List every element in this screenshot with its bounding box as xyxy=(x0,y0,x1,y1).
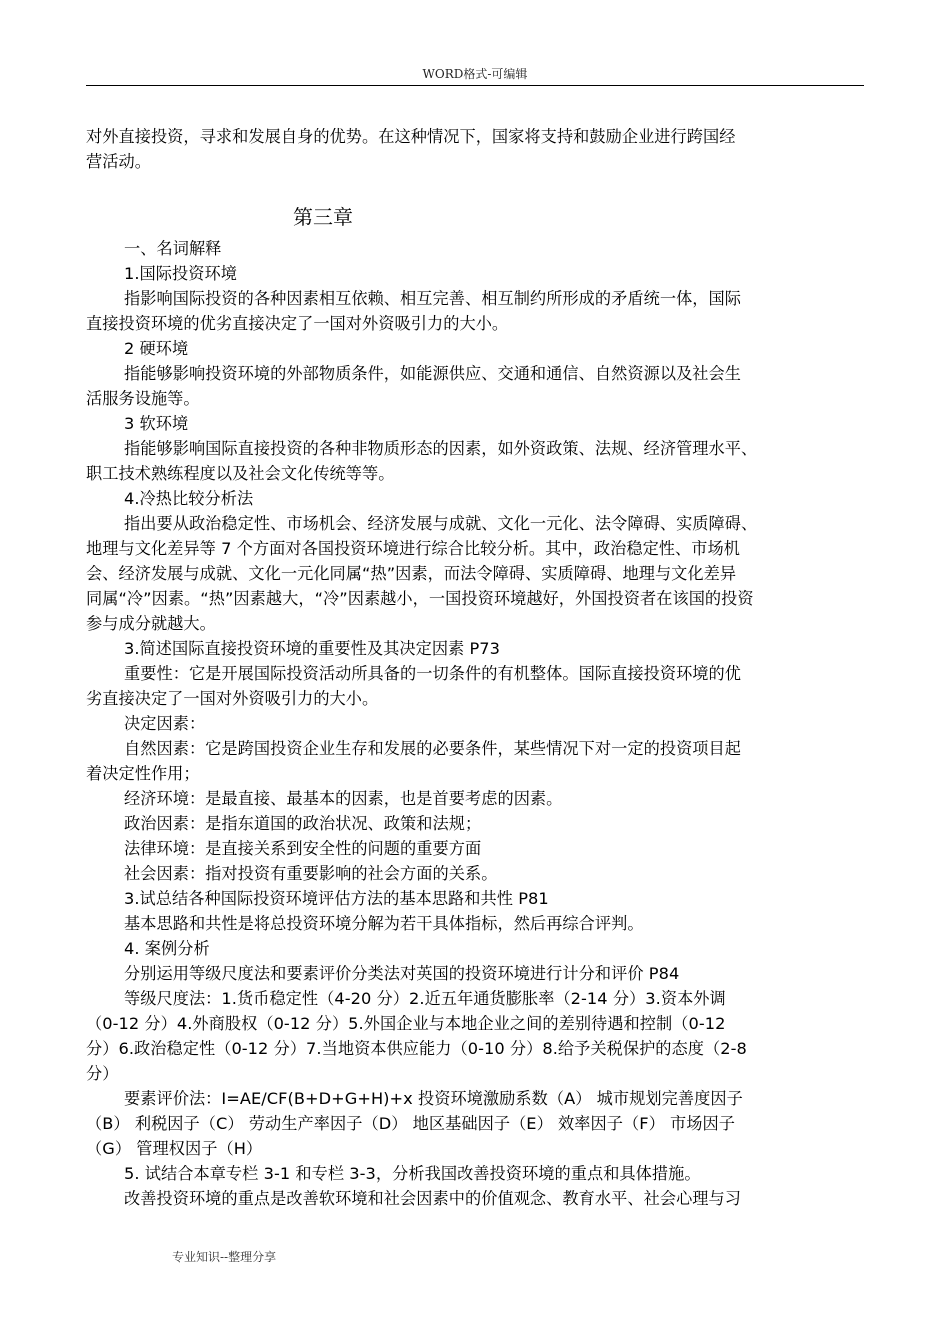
paragraph-line: 自然因素：它是跨国投资企业生存和发展的必要条件，某些情况下对一定的投资项目起 xyxy=(124,739,742,758)
paragraph-line: 指影响国际投资的各种因素相互依赖、相互完善、相互制约所形成的矛盾统一体，国际 xyxy=(124,289,742,308)
paragraph-line: 活服务设施等。 xyxy=(86,389,200,408)
paragraph-line: 指出要从政治稳定性、市场机会、经济发展与成就、文化一元化、法令障碍、实质障碍、 xyxy=(124,514,758,533)
paragraph-line: 直接投资环境的优劣直接决定了一国对外资吸引力的大小。 xyxy=(86,314,509,333)
paragraph-line: 基本思路和共性是将总投资环境分解为若干具体指标，然后再综合评判。 xyxy=(124,914,644,933)
paragraph-line: 5. 试结合本章专栏 3-1 和专栏 3-3，分析我国改善投资环境的重点和具体措施。 xyxy=(124,1164,701,1183)
paragraph-line: 着决定性作用； xyxy=(86,764,200,783)
chapter-title: 第三章 xyxy=(293,205,353,229)
paragraph-line: （B） 利税因子（C） 劳动生产率因子（D） 地区基础因子（E） 效率因子（F） 市场因子 xyxy=(86,1114,735,1133)
paragraph-line: 3 软环境 xyxy=(124,414,189,433)
paragraph-line: 要素评价法：I=AE/CF(B+D+G+H)+x 投资环境激励系数（A） 城市规划完善度因子 xyxy=(124,1089,743,1108)
paragraph-line: 法律环境：是直接关系到安全性的问题的重要方面 xyxy=(124,839,482,858)
paragraph-line: 同属“冷”因素。“热”因素越大，“冷”因素越小，一国投资环境越好，外国投资者在该国的投资 xyxy=(86,589,754,608)
paragraph-line: 等级尺度法：1.货币稳定性（4-20 分）2.近五年通货膨胀率（2-14 分）3.资本外调 xyxy=(124,989,726,1008)
paragraph-line: 指能够影响国际直接投资的各种非物质形态的因素，如外资政策、法规、经济管理水平、 xyxy=(124,439,758,458)
paragraph-line: 1.国际投资环境 xyxy=(124,264,237,283)
paragraph-line: 经济环境：是最直接、最基本的因素，也是首要考虑的因素。 xyxy=(124,789,563,808)
paragraph-line: 分）6.政治稳定性（0-12 分）7.当地资本供应能力（0-10 分）8.给予关税保护的态度（2-8 xyxy=(86,1039,747,1058)
paragraph-line: 劣直接决定了一国对外资吸引力的大小。 xyxy=(86,689,379,708)
paragraph-line: 改善投资环境的重点是改善软环境和社会因素中的价值观念、教育水平、社会心理与习 xyxy=(124,1189,742,1208)
page-footer: 专业知识--整理分享 xyxy=(172,1250,277,1264)
paragraph-line: 3.试总结各种国际投资环境评估方法的基本思路和共性 P81 xyxy=(124,889,549,908)
paragraph-line: 参与成分就越大。 xyxy=(86,614,216,633)
paragraph-line: 分） xyxy=(86,1064,119,1083)
page-header: WORD格式-可编辑 xyxy=(422,67,528,81)
paragraph-line: 指能够影响投资环境的外部物质条件，如能源供应、交通和通信、自然资源以及社会生 xyxy=(124,364,742,383)
paragraph-line: 4.冷热比较分析法 xyxy=(124,489,254,508)
body-lines xyxy=(86,236,866,1211)
paragraph-line: 营活动。 xyxy=(86,152,151,171)
paragraph-line: 3.简述国际直接投资环境的重要性及其决定因素 P73 xyxy=(124,639,500,658)
paragraph-line: 重要性：它是开展国际投资活动所具备的一切条件的有机整体。国际直接投资环境的优 xyxy=(124,664,742,683)
paragraph-line: 地理与文化差异等 7 个方面对各国投资环境进行综合比较分析。其中，政治稳定性、市场机 xyxy=(86,539,740,558)
paragraph-line: 政治因素：是指东道国的政治状况、政策和法规； xyxy=(124,814,482,833)
paragraph-line: （0-12 分）4.外商股权（0-12 分）5.外国企业与本地企业之间的差别待遇和控制（0-12 xyxy=(86,1014,726,1033)
document-body xyxy=(86,124,866,1211)
paragraph-line: 决定因素： xyxy=(124,714,206,733)
paragraph-line: 社会因素：指对投资有重要影响的社会方面的关系。 xyxy=(124,864,498,883)
spacer xyxy=(86,174,866,198)
paragraph-line: 分别运用等级尺度法和要素评价分类法对英国的投资环境进行计分和评价 P84 xyxy=(124,964,680,983)
paragraph-line: 2 硬环境 xyxy=(124,339,189,358)
paragraph-line: 一、名词解释 xyxy=(124,239,222,258)
paragraph-line: （G） 管理权因子（H） xyxy=(86,1139,263,1158)
paragraph-line: 会、经济发展与成就、文化一元化同属“热”因素，而法令障碍、实质障碍、地理与文化差异 xyxy=(86,564,737,583)
paragraph-line: 对外直接投资，寻求和发展自身的优势。在这种情况下，国家将支持和鼓励企业进行跨国经 xyxy=(86,127,736,146)
paragraph-line: 职工技术熟练程度以及社会文化传统等等。 xyxy=(86,464,395,483)
header-rule xyxy=(86,85,864,86)
paragraph-line: 4. 案例分析 xyxy=(124,939,210,958)
